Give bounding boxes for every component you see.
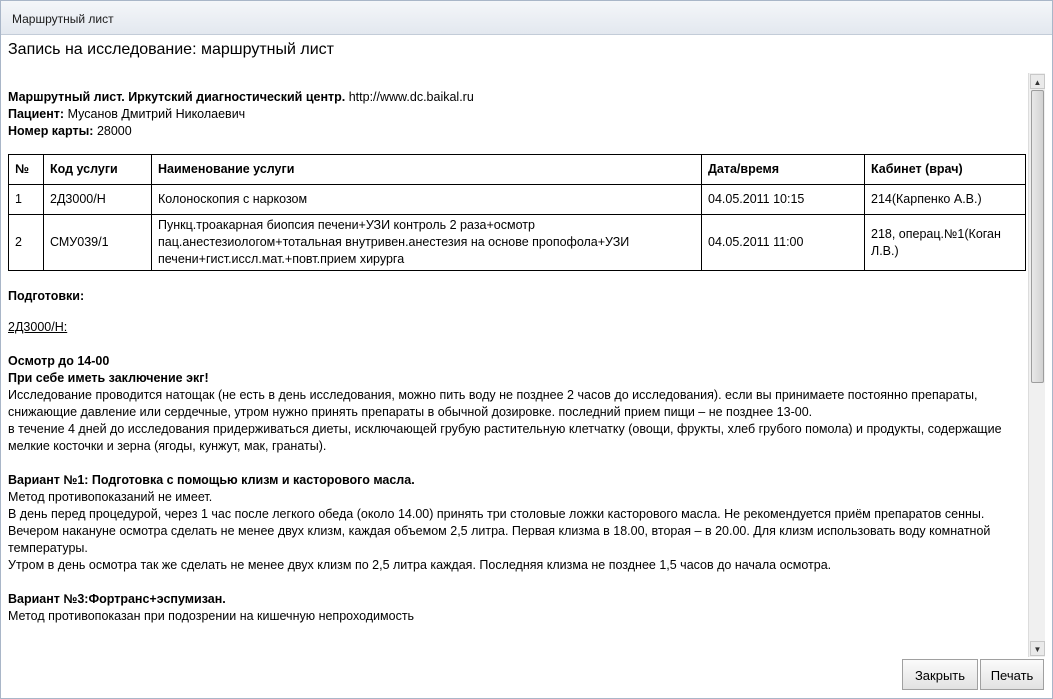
variant-1-line-4: Утром в день осмотра так же сделать не менее двух клизм по 2,5 литра каждая. Последняя клизма не позднее 1,5 часов до начала осмотра. [8,558,832,572]
center-label: Маршрутный лист. Иркутский диагностический центр. [8,90,346,104]
scrollable-content[interactable] [1,73,1027,657]
preparation-link-2d3000[interactable]: 2Д3000/Н: [8,320,68,334]
variant-1-line-3: Вечером накануне осмотра сделать не менее двух клизм, каждая объемом 2,5 литра. Первая клизма в 18.00, вторая – в 20.00. Для клизм использовать воду комнатной температуры. [8,524,991,555]
bring-ecg-note: При себе иметь заключение экг! [8,371,209,385]
header-code: Код услуги [44,155,152,185]
prep-paragraph-2: в течение 4 дней до исследования придерживаться диеты, исключающей грубую растительную клетчатку (овощи, фрукты, хлеб грубого помола) и продукты, содержащие мелкие косточки и зерна (ягоды, кунжут, мак, гранаты). [8,422,1002,453]
cell-datetime: 04.05.2011 10:15 [702,185,865,215]
cell-code: 2Д3000/Н [44,185,152,215]
cell-name: Пункц.троакарная биопсия печени+УЗИ контроль 2 раза+осмотр пац.анестезиологом+тотальная внутривен.анестезия на основе пропофола+УЗИ печени+гист.иссл.мат.+повт.прием хирурга [152,215,702,271]
page-heading: Запись на исследование: маршрутный лист [8,41,334,58]
header-number: № [9,155,44,185]
vertical-scrollbar[interactable] [1028,73,1045,657]
variant-3-line-1: Метод противопоказан при подозрении на кишечную непроходимость [8,609,415,623]
cell-name: Колоноскопия с наркозом [152,185,702,215]
center-line [8,89,1026,106]
variant-1-title: Вариант №1: Подготовка с помощью клизм и касторового масла. [8,473,415,487]
table-row [9,185,1026,215]
window-title: Маршрутный лист [12,12,114,26]
card-number: 28000 [96,124,132,138]
close-button[interactable]: Закрыть [902,659,978,690]
patient-label: Пациент: [8,107,65,121]
cell-room: 214(Карпенко А.В.) [865,185,1026,215]
scroll-down-arrow-icon[interactable]: ▼ [1030,641,1045,656]
prep-paragraph-1: Исследование проводится натощак (не есть в день исследования, можно пить воду не позднее 2 часов до исследования). если вы принимаете постоянно препараты, снижающие давление или сердечные, утром нужно принять препараты в обычной дозировке. последний прием пищи – не позднее 13-00. [8,388,978,419]
scroll-up-arrow-icon[interactable]: ▲ [1030,74,1045,89]
table-row [9,215,1026,271]
card-label: Номер карты: [8,124,94,138]
window-titlebar [1,1,1052,35]
variant-3-title: Вариант №3:Фортранс+эспумизан. [8,592,226,606]
preparations-title: Подготовки: [8,289,85,303]
center-url: http://www.dc.baikal.ru [348,90,474,104]
patient-name: Мусанов Дмитрий Николаевич [67,107,246,121]
print-button[interactable]: Печать [980,659,1044,690]
variant-1-line-1: Метод противопоказаний не имеет. [8,490,213,504]
cell-code: СМУ039/1 [44,215,152,271]
cell-number: 1 [9,185,44,215]
cell-datetime: 04.05.2011 11:00 [702,215,865,271]
header-datetime: Дата/время [702,155,865,185]
exam-time: Осмотр до 14-00 [8,354,110,368]
scroll-thumb[interactable] [1031,90,1044,383]
header-room: Кабинет (врач) [865,155,1026,185]
patient-line [8,106,1026,123]
card-line [8,123,1026,140]
cell-room: 218, операц.№1(Коган Л.В.) [865,215,1026,271]
table-header-row [9,155,1026,185]
cell-number: 2 [9,215,44,271]
header-name: Наименование услуги [152,155,702,185]
services-table [8,154,1026,271]
variant-1-line-2: В день перед процедурой, через 1 час после легкого обеда (около 14.00) принять три столовые ложки касторового масла. Не рекомендуется приём препаратов сенны. [8,507,985,521]
